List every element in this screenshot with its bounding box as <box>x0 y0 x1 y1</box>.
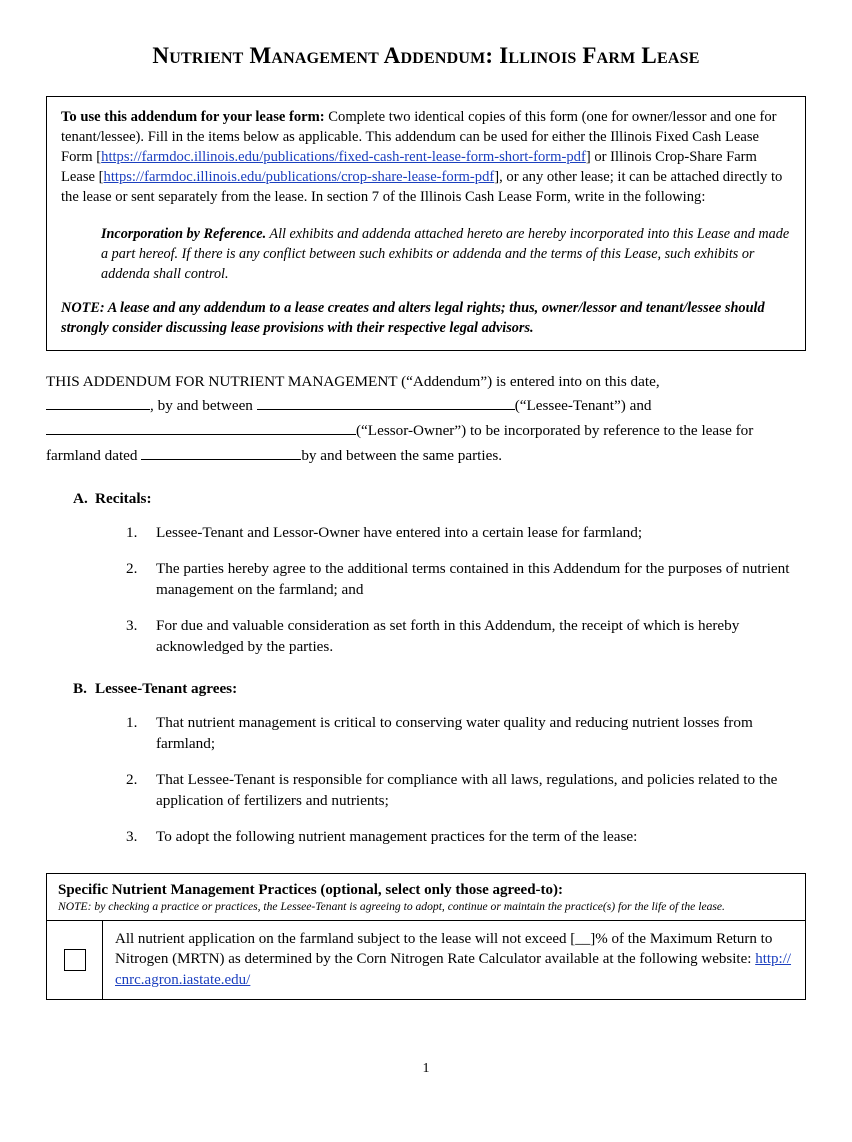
section-recitals-title: Recitals: <box>95 490 152 508</box>
page-number: 1 <box>422 1061 430 1076</box>
page-title: Nutrient Management Addendum: Illinois Farm Lease <box>152 43 700 68</box>
preamble-frag-2: (“Lessee-Tenant”) and <box>514 397 652 415</box>
section-recitals-list <box>0 523 852 658</box>
preamble-frag-3: (“Lessor-Owner”) to be incorporated by reference to the lease for <box>356 422 754 440</box>
section-lessee-agrees-title: Lessee-Tenant agrees: <box>95 680 238 698</box>
document-page <box>0 43 852 1142</box>
list-item <box>0 559 852 601</box>
practice-description <box>103 921 805 999</box>
item-number: 1. <box>126 714 138 732</box>
preamble-frag-1: , by and between <box>150 397 253 415</box>
section-lessee-agrees-list <box>0 713 852 848</box>
lessor-owner-blank[interactable] <box>46 420 356 435</box>
item-number: 1. <box>126 524 138 542</box>
item-text: That Lessee-Tenant is responsible for compliance with all laws, regulations, and policies related to the application of fertilizers and nutrients; <box>156 771 778 810</box>
preamble-block <box>46 370 806 469</box>
instructions-paragraph <box>61 108 792 208</box>
preamble-line-1: THIS ADDENDUM FOR NUTRIENT MANAGEMENT (“Addendum”) is entered into on this date, <box>46 372 660 390</box>
item-number: 3. <box>126 617 138 635</box>
item-text: Lessee-Tenant and Lessor-Owner have entered into a certain lease for farmland; <box>156 524 643 542</box>
instructions-lead: To use this addendum for your lease form: <box>61 109 325 125</box>
preamble-frag-5: by and between the same parties. <box>301 446 503 464</box>
fixed-cash-lease-link[interactable]: https://farmdoc.illinois.edu/publications/fixed-cash-rent-lease-form-short-form-pdf <box>101 148 586 165</box>
section-lessee-agrees-heading <box>73 680 852 698</box>
list-item <box>0 827 852 848</box>
instructions-box <box>46 96 806 351</box>
incorporation-clause <box>101 224 792 284</box>
practice-description-text: All nutrient application on the farmland subject to the lease will not exceed [__]% of the Maximum Return to Nitrogen (MRTN) as determined by the Corn Nitrogen Rate Calculator available at the following website: <box>115 931 773 968</box>
instructions-text-1: Complete two identical copies of this form (one for owner/lessor and one for tenant/lessee). Fill in the items below as applicable. This addendum can be used for either the Illinois Fixed Cash Lease Form [ <box>61 109 777 165</box>
practice-checkbox-cell[interactable] <box>47 921 103 999</box>
date-blank[interactable] <box>46 395 150 410</box>
item-text: To adopt the following nutrient management practices for the term of the lease: <box>156 828 638 846</box>
practice-row <box>47 921 805 999</box>
farmland-date-blank[interactable] <box>141 444 301 459</box>
mrtn-practice-checkbox[interactable] <box>64 949 86 971</box>
corn-nitrogen-rate-calculator-link[interactable]: http://cnrc.agron.iastate.edu/ <box>115 951 792 988</box>
item-text: That nutrient management is critical to conserving water quality and reducing nutrient losses from farmland; <box>156 714 753 753</box>
section-recitals <box>0 490 852 658</box>
section-recitals-heading <box>73 490 852 508</box>
incorporation-clause-lead: Incorporation by Reference. <box>101 225 267 242</box>
crop-share-lease-link[interactable]: https://farmdoc.illinois.edu/publications/crop-share-lease-form-pdf <box>103 168 495 185</box>
instructions-text-2: ] or Illinois Crop-Share Farm Lease [ <box>61 148 757 185</box>
preamble-frag-4: farmland dated <box>46 446 138 464</box>
section-lessee-agrees <box>0 680 852 848</box>
item-text: For due and valuable consideration as set forth in this Addendum, the receipt of which is hereby acknowledged by the parties. <box>156 617 740 656</box>
item-text: The parties hereby agree to the additional terms contained in this Addendum for the purposes of nutrient management on the farmland; and <box>156 560 790 599</box>
list-item <box>0 616 852 658</box>
incorporation-clause-text: All exhibits and addenda attached hereto are hereby incorporated into this Lease and made a part hereof. If there is any conflict between such exhibits or addenda and the terms of this Lease, such exhibits or addenda shall control. <box>101 225 790 283</box>
practices-box <box>46 873 806 1000</box>
section-recitals-letter: A. <box>73 490 88 508</box>
section-lessee-agrees-letter: B. <box>73 680 87 698</box>
practices-heading: Specific Nutrient Management Practices (optional, select only those agreed-to): <box>58 882 564 899</box>
list-item <box>0 770 852 812</box>
legal-note: NOTE: A lease and any addendum to a lease creates and alters legal rights; thus, owner/lessor and tenant/lessee should strongly consider discussing lease provisions with their respective legal advisors. <box>61 300 765 337</box>
lessee-tenant-blank[interactable] <box>257 395 515 410</box>
list-item <box>0 523 852 544</box>
item-number: 3. <box>126 828 138 846</box>
item-number: 2. <box>126 560 138 578</box>
instructions-text-3: ], or any other lease; it can be attached directly to the lease or sent separately from the lease. In section 7 of the Illinois Cash Lease Form, write in the following: <box>61 168 783 205</box>
list-item <box>0 713 852 755</box>
item-number: 2. <box>126 771 138 789</box>
practices-subheading: NOTE: by checking a practice or practices, the Lessee-Tenant is agreeing to adopt, continue or maintain the practice(s) for the life of the lease. <box>58 900 725 914</box>
practices-header <box>47 874 805 921</box>
